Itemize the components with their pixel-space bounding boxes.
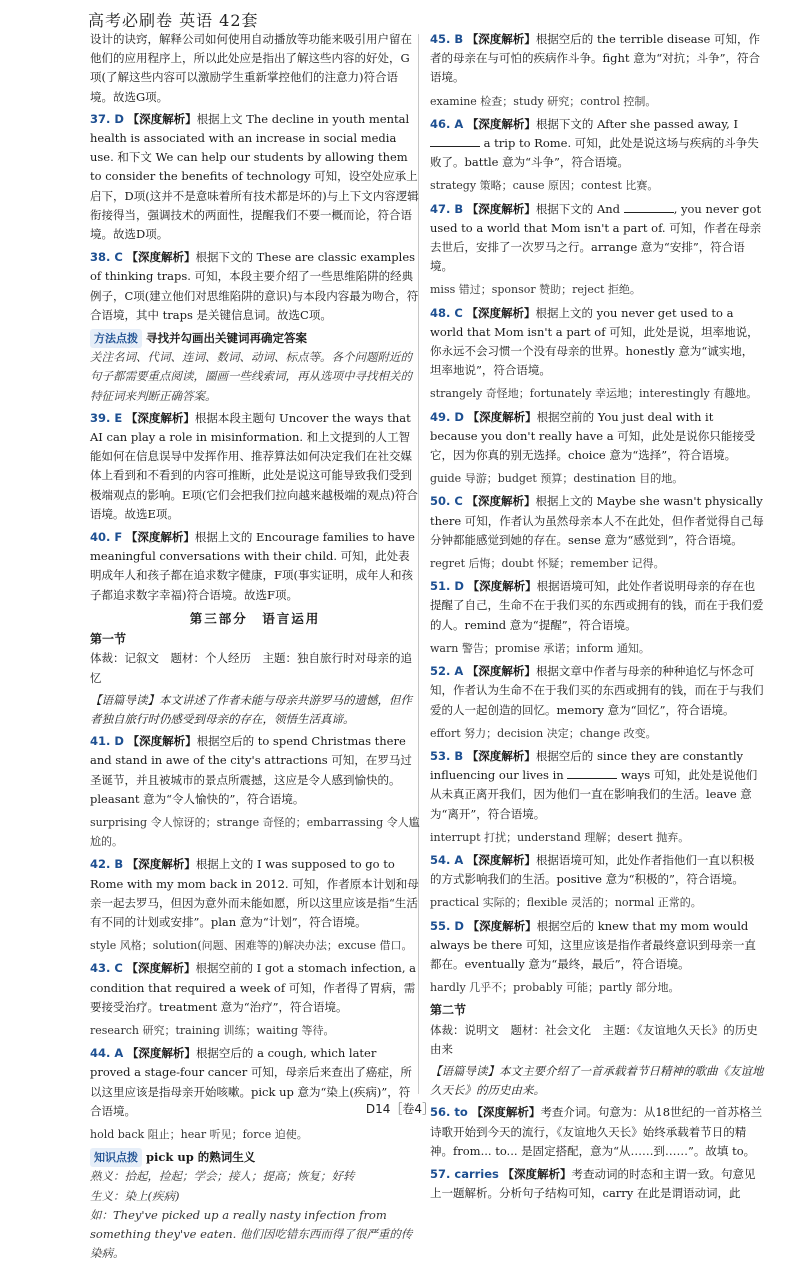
question-number: 50. C <box>430 494 463 509</box>
analysis-label: 【深度解析】 <box>126 250 196 265</box>
passage-guide: 【语篇导读】本文主要介绍了一首承载着节日精神的歌曲《友谊地久天长》的历史由来。 <box>430 1063 764 1098</box>
answer-45 <box>430 30 764 88</box>
analysis-label: 【深度解析】 <box>471 1105 541 1120</box>
knowledge-tip-line: 生义：染上(疾病) <box>90 1188 180 1203</box>
question-number: 46. A <box>430 116 464 131</box>
page-number: D14［卷4］ <box>365 1102 435 1116</box>
distractor-glosses: effort 努力；decision 决定；change 改变。 <box>430 726 657 740</box>
analysis-text: ways 可知，此处是说他们从未真正离开我们，因为他们一直在影响我们的生活。leave 意为“离开”，符合语境。 <box>430 768 758 821</box>
answer-55 <box>430 917 764 975</box>
question-number: 48. C <box>430 305 463 320</box>
method-tip-text: 关注名词、代词、连词、数词、动词、标点等。各个问题附近的句子都需要重点阅读，圈画一些线索词，再从选项中寻找相关的特征词来判断正确答案。 <box>90 350 412 403</box>
intro-paragraph: 设计的诀窍，解释公司如何使用自动播放等功能来吸引用户留在他们的应用程序上，所以此处应是指出了解这些内容的好处，G项(了解这些内容可以激励学生重新掌控他们的注意力)符合语境。故选G项。 <box>90 32 412 104</box>
distractor-glosses: research 研究；training 训练；waiting 等待。 <box>90 1023 335 1037</box>
analysis-label: 【深度解析】 <box>466 748 536 763</box>
distractor-glosses: miss 错过；sponsor 赞助；reject 拒绝。 <box>430 283 641 297</box>
analysis-label: 【深度解析】 <box>126 961 196 976</box>
question-number: 39. E <box>90 410 123 425</box>
analysis-label: 【深度解析】 <box>466 32 536 46</box>
method-tip <box>90 329 420 348</box>
distractor-glosses: strategy 策略；cause 原因；contest 比赛。 <box>430 179 659 193</box>
answer-47 <box>430 200 764 277</box>
analysis-label: 【深度解析】 <box>127 111 197 126</box>
analysis-label: 【深度解析】 <box>502 1166 572 1181</box>
analysis-text: 根据空后的 the terrible disease 可知，作者的母亲在与可怕的疾病作斗争。fight 意为“对抗；斗争”，符合语境。 <box>430 32 761 85</box>
answer-52 <box>430 662 764 720</box>
analysis-text: 考查介词。句意为：从18世纪的一首苏格兰诗歌开始到今天的流行，《友谊地久天长》始终承载着节日的精神。from... to... 是固定搭配，意为“从……到……”。故填 to。 <box>430 1105 763 1158</box>
analysis-text: 根据空后的 to spend Christmas there and stand in awe of the city's attractions 可知，在罗马过圣诞节，并且被城市的景点所震撼，这应是令人感到愉快的。pleasant 意为“令人愉快的”，符合语境。 <box>90 734 412 806</box>
answer-40 <box>90 528 420 605</box>
section-heading: 第一节 <box>90 632 127 647</box>
question-number: 54. A <box>430 852 464 867</box>
analysis-label: 【深度解析】 <box>467 409 537 424</box>
answer-50 <box>430 492 764 550</box>
blank-line <box>624 200 674 213</box>
right-column <box>430 30 764 1207</box>
answer-39 <box>90 409 420 524</box>
left-column <box>90 30 420 1266</box>
section-heading: 第二节 <box>430 1003 467 1018</box>
analysis-text: 根据上文的 I was supposed to go to Rome with my mom back in 2012. 可知，作者原本计划和母亲一起去罗马，但因为意外而未能如愿，所以这里应该是指“生活有不同的计划或安排”。plan 意为“计划”，符合语境。 <box>90 857 419 929</box>
distractor-glosses: warn 警告；promise 承诺；inform 通知。 <box>430 641 650 655</box>
knowledge-tip-example: 如：They've picked up a really nasty infection from something they've eaten. 他们因吃错东西而得了很严重的传染病。 <box>90 1207 413 1261</box>
analysis-text: 根据本段主题句 Uncover the ways that AI can play a role in misinformation. 和上文提到的人工智能如何在信息误导中发挥作用、推荐算法如何决定我们在社交媒体上看到和不看到的内容可推断，此处是说这可能导致我们受到极端观点的影响。E项(它们会把我们拉向越来越极端的观点)符合语境。故选E项。 <box>90 410 418 521</box>
question-number: 52. A <box>430 664 464 679</box>
question-number: 55. D <box>430 918 464 933</box>
analysis-text: 根据空前的 You just deal with it because you don't really have a 可知，此处是说你只能接受它，因为你真的别无选择。choice 意为“选择”，符合语境。 <box>430 409 756 463</box>
question-number: 45. B <box>430 32 464 46</box>
blank-line <box>567 766 617 779</box>
analysis-label: 【深度解析】 <box>125 530 195 545</box>
distractor-glosses: interrupt 打扰；understand 理解；desert 抛弃。 <box>430 830 690 844</box>
question-number: 44. A <box>90 1046 124 1061</box>
question-number: 41. D <box>90 734 124 749</box>
answer-49 <box>430 408 764 466</box>
distractor-glosses: surprising 令人惊讶的；strange 奇怪的；embarrassing 令人尴尬的。 <box>90 815 420 849</box>
analysis-text: 根据语境可知，此处作者指他们一直以积极的方式影响我们的生活。positive 意为“积极的”，符合语境。 <box>430 852 755 887</box>
passage-guide: 【语篇导读】本文讲述了作者未能与母亲共游罗马的遗憾，但作者独自旅行时仍感受到母亲的存在，领悟生活真谛。 <box>90 692 412 726</box>
question-number: 51. D <box>430 579 464 594</box>
method-tip-badge: 方法点拨 <box>90 329 142 348</box>
answer-43 <box>90 959 420 1017</box>
question-number: 56. to <box>430 1105 468 1120</box>
analysis-text: , you never got used to a world that Mom isn't a part of. 可知，作者在母亲去世后，安排了一次罗马之行。arrange 意为“安排”，符合语境。 <box>430 201 762 274</box>
answer-54 <box>430 851 764 889</box>
analysis-label: 【深度解析】 <box>467 918 537 933</box>
distractor-glosses: guide 导游；budget 预算；destination 目的地。 <box>430 472 684 486</box>
answer-38 <box>90 248 420 325</box>
genre-line: 体裁：记叙文 题材：个人经历 主题：独自旅行时对母亲的追忆 <box>90 651 412 685</box>
question-number: 49. D <box>430 409 464 424</box>
analysis-label: 【深度解析】 <box>467 579 537 594</box>
knowledge-tip-badge: 知识点拨 <box>90 1148 142 1167</box>
question-number: 47. B <box>430 201 464 216</box>
answer-48 <box>430 304 764 381</box>
analysis-text: 根据上文 The decline in youth mental health is associated with an increase in social media use. 和下文 We can help our students by allowing them to consider the benefits of technology 可知，设空处应承上启下，D项(这并不是意味着所有技术都是坏的)与上下文内容逻辑衔接得当，强调技术的两面性，提醒我们不要一概而论，符合语境。故选D项。 <box>90 111 419 242</box>
analysis-label: 【深度解析】 <box>466 494 536 509</box>
analysis-text: 根据文章中作者与母亲的种种追忆与怀念可知，作者认为生命不在于我们买的东西或拥有的钱，而在于与我们爱的人一起创造的回忆。memory 意为“回忆”，符合语境。 <box>430 664 764 717</box>
part-heading: 第三部分 语言运用 <box>189 610 321 626</box>
distractor-glosses: style 风格；solution(问题、困难等的)解决办法；excuse 借口。 <box>90 939 413 953</box>
answer-57 <box>430 1165 764 1203</box>
knowledge-tip-title: pick up 的熟词生义 <box>146 1150 256 1165</box>
knowledge-tip <box>90 1148 420 1167</box>
answer-53 <box>430 747 764 824</box>
analysis-text: 根据上文的 you never get used to a world that Mom isn't a part of 可知，此处是说，坦率地说，你永远不会习惯一个没有母亲的世界。honestly 意为“诚实地，坦率地说”，符合语境。 <box>430 305 759 378</box>
answer-42 <box>90 855 420 932</box>
analysis-text: 根据上文的 Maybe she wasn't physically there 可知，作者认为虽然母亲本人不在此处，但作者觉得自己每分钟都能感觉到她的存在。sense 意为“感觉到”，符合语境。 <box>430 494 764 547</box>
knowledge-tip-line: 熟义：拾起，捡起；学会；接人；提高；恢复；好转 <box>90 1169 355 1184</box>
question-number: 38. C <box>90 250 123 265</box>
question-number: 57. carries <box>430 1166 499 1181</box>
analysis-text: 根据下文的 These are classic examples of thinking traps. 可知，本段主要介绍了一些思维陷阱的经典例子，C项(建立他们对思维陷阱的意识)与本段内容最为吻合，符合语境，其中 traps 是关键信息词。故选C项。 <box>90 250 419 322</box>
analysis-text: 根据语境可知，此处作者说明母亲的存在也提醒了自己，生命不在于我们买的东西或拥有的钱，而在于我们爱的人。remind 意为“提醒”，符合语境。 <box>430 579 764 632</box>
analysis-label: 【深度解析】 <box>127 734 197 749</box>
distractor-glosses: strangely 奇怪地；fortunately 幸运地；interestingly 有趣地。 <box>430 387 758 401</box>
distractor-glosses: practical 实际的；flexible 灵活的；normal 正常的。 <box>430 896 702 910</box>
question-number: 37. D <box>90 111 124 126</box>
distractor-glosses: hold back 阻止；hear 听见；force 迫使。 <box>90 1127 308 1141</box>
analysis-label: 【深度解析】 <box>466 852 536 867</box>
question-number: 42. B <box>90 857 124 872</box>
analysis-label: 【深度解析】 <box>126 1046 196 1061</box>
question-number: 43. C <box>90 961 123 976</box>
analysis-text: 根据下文的 After she passed away, I <box>535 116 739 131</box>
analysis-text: 考查动词的时态和主谓一致。句意见上一题解析。分析句子结构可知，carry 在此是谓语动词，此 <box>430 1166 756 1201</box>
analysis-label: 【深度解析】 <box>466 116 536 131</box>
answer-51 <box>430 577 764 635</box>
question-number: 40. F <box>90 530 123 545</box>
analysis-label: 【深度解析】 <box>466 201 536 216</box>
distractor-glosses: hardly 几乎不；probably 可能；partly 部分地。 <box>430 981 680 995</box>
genre-line: 体裁：说明文 题材：社会文化 主题：《友谊地久天长》的历史由来 <box>430 1022 758 1056</box>
book-title: 高考必刷卷 英语 42套 <box>88 11 259 30</box>
question-number: 53. B <box>430 748 464 763</box>
blank-line <box>430 134 480 147</box>
method-tip-title: 寻找并勾画出关键词再确定答案 <box>146 331 307 346</box>
answer-41 <box>90 732 420 809</box>
answer-37 <box>90 110 420 244</box>
analysis-label: 【深度解析】 <box>125 410 195 425</box>
analysis-text: 根据下文的 And <box>535 201 621 216</box>
analysis-text: 根据空后的 knew that my mom would always be there 可知，这里应该是指作者最终意识到母亲一直都在。eventually 意为“最终，最后”，符合语境。 <box>430 918 756 971</box>
analysis-label: 【深度解析】 <box>466 664 536 679</box>
analysis-text: 根据上文的 Encourage families to have meaningful conversations with their child. 可知，此处表明成年人和孩子都在追求数字健康，F项(事实证明，成年人和孩子都追求数字幸福)符合语境。故选F项。 <box>90 530 415 602</box>
answer-46 <box>430 115 764 173</box>
distractor-glosses: regret 后悔；doubt 怀疑；remember 记得。 <box>430 557 665 571</box>
analysis-text: 根据空后的 a cough, which later proved a stage-four cancer 可知，母亲后来查出了癌症，所以这里应该是指母亲开始咳嗽。pick up 意为“染上(疾病)”，符合语境。 <box>90 1046 412 1118</box>
analysis-text: 根据空后的 since they are constantly influencing our lives in <box>430 748 744 783</box>
analysis-text: a trip to Rome. 可知，此处是说这场与疾病的斗争失败了。battle 意为“斗争”，符合语境。 <box>430 136 759 170</box>
analysis-label: 【深度解析】 <box>466 305 536 320</box>
distractor-glosses: examine 检查；study 研究；control 控制。 <box>430 94 657 108</box>
analysis-label: 【深度解析】 <box>126 857 196 872</box>
analysis-text: 根据空前的 I got a stomach infection, a condition that required a week of 可知，作者得了胃病，需要接受治疗。treatment 意为“治疗”，符合语境。 <box>90 961 417 1014</box>
